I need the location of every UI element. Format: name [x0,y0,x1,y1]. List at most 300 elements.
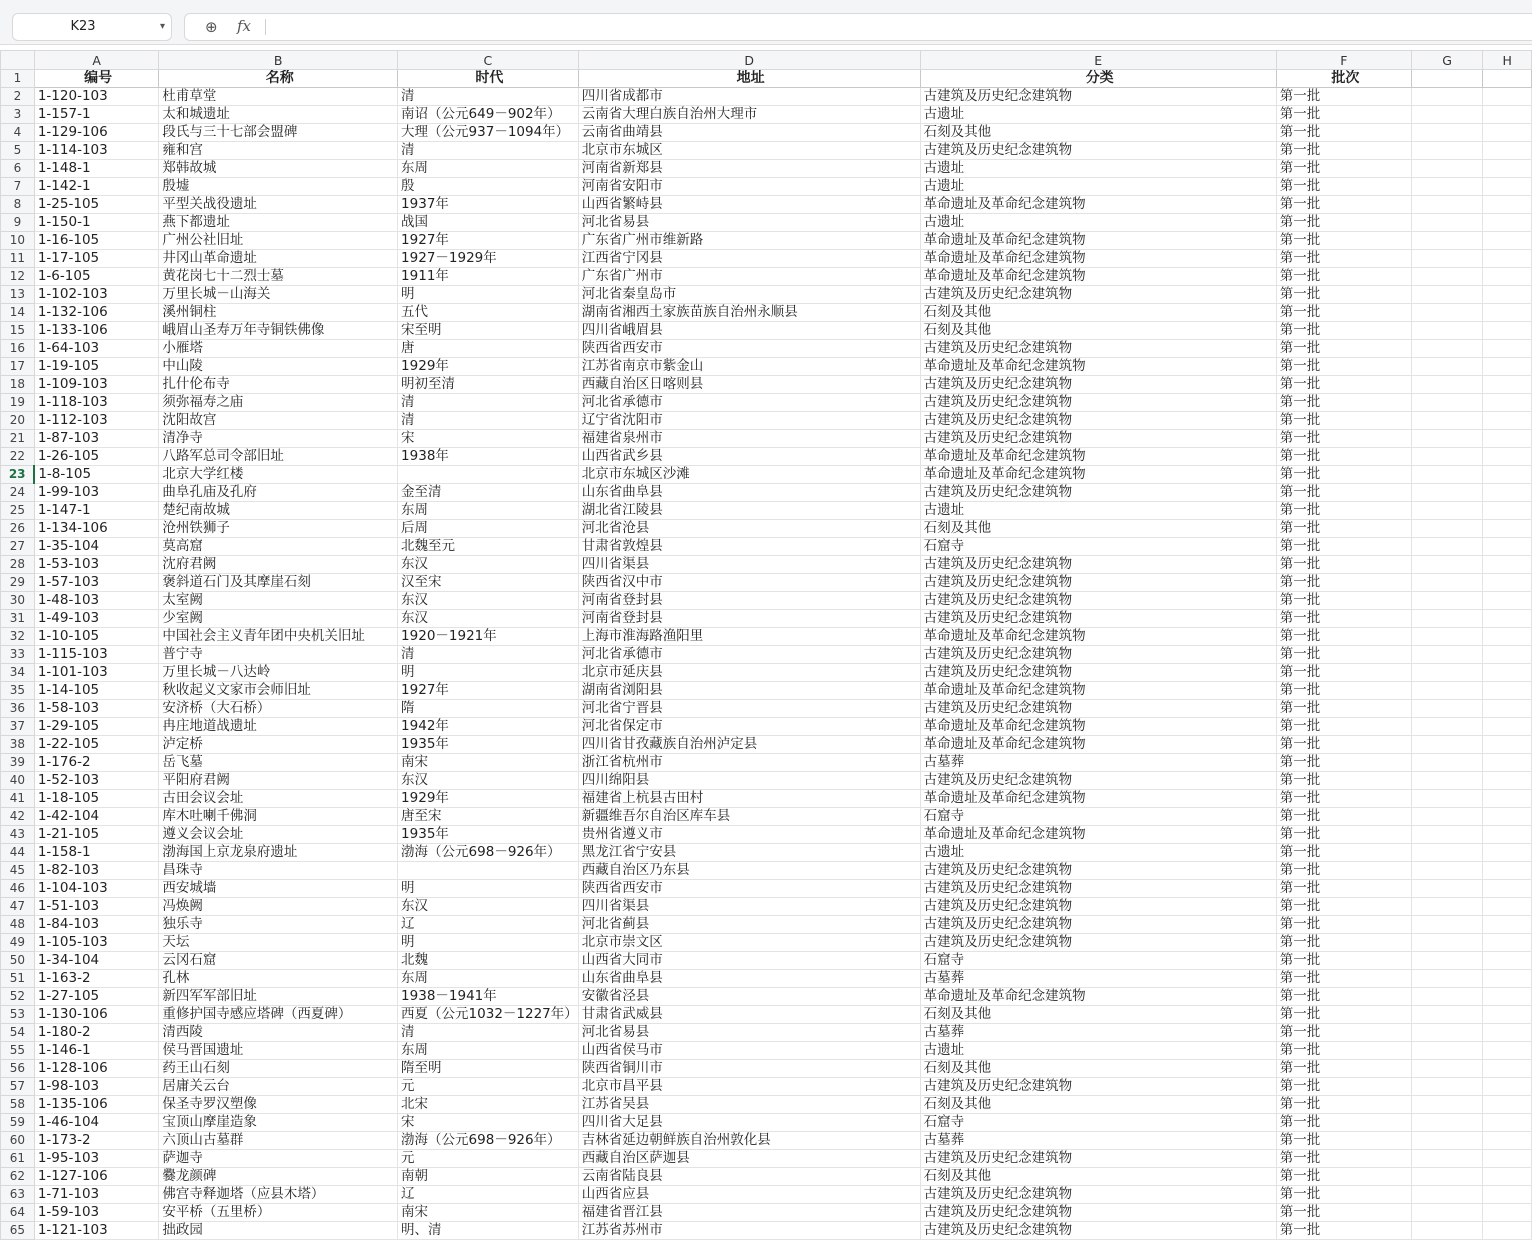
cell[interactable]: 1-10-105 [34,628,159,646]
cell[interactable]: 第一批 [1276,106,1411,124]
select-all-corner[interactable] [1,51,35,70]
cell[interactable]: 峨眉山圣寿万年寺铜铁佛像 [159,322,398,340]
cell[interactable]: 第一批 [1276,1096,1411,1114]
cell[interactable] [398,862,579,880]
cell[interactable]: 爨龙颜碑 [159,1168,398,1186]
cell[interactable] [1411,520,1482,538]
cell[interactable]: 第一批 [1276,232,1411,250]
cell[interactable]: 1938年 [398,448,579,466]
cell[interactable]: 楚纪南故城 [159,502,398,520]
cell[interactable]: 古建筑及历史纪念建筑物 [920,664,1276,682]
cell[interactable]: 名称 [159,70,398,88]
cell[interactable]: 古墓葬 [920,1024,1276,1042]
cell[interactable]: 渤海（公元698－926年） [398,1132,579,1150]
cell[interactable]: 河北省宁晋县 [578,700,920,718]
cell[interactable]: 清 [398,1024,579,1042]
cell[interactable]: 1-58-103 [34,700,159,718]
row-header[interactable]: 24 [1,484,35,502]
formula-input[interactable] [275,14,1532,40]
cell[interactable]: 金至清 [398,484,579,502]
cell[interactable] [1483,430,1532,448]
cell[interactable] [1411,88,1482,106]
column-header-g[interactable]: G [1411,51,1482,70]
cell[interactable]: 1-57-103 [34,574,159,592]
column-header-b[interactable]: B [159,51,398,70]
cell[interactable]: 清 [398,142,579,160]
cell[interactable]: 北京市昌平县 [578,1078,920,1096]
row-header[interactable]: 27 [1,538,35,556]
cell[interactable]: 东周 [398,1042,579,1060]
cell[interactable]: 古建筑及历史纪念建筑物 [920,592,1276,610]
cell[interactable]: 第一批 [1276,1078,1411,1096]
cell[interactable]: 1938－1941年 [398,988,579,1006]
cell[interactable]: 1-46-104 [34,1114,159,1132]
cell[interactable]: 六顶山古墓群 [159,1132,398,1150]
spreadsheet-grid[interactable] [0,50,1532,1240]
cell[interactable]: 古建筑及历史纪念建筑物 [920,1186,1276,1204]
cell[interactable]: 清 [398,412,579,430]
cell[interactable] [1483,934,1532,952]
row-header[interactable]: 34 [1,664,35,682]
cell[interactable]: 石刻及其他 [920,520,1276,538]
cell[interactable]: 1-82-103 [34,862,159,880]
cell[interactable]: 第一批 [1276,952,1411,970]
cell[interactable] [1483,1078,1532,1096]
cell[interactable]: 古建筑及历史纪念建筑物 [920,412,1276,430]
cell[interactable]: 四川省峨眉县 [578,322,920,340]
row-header[interactable]: 33 [1,646,35,664]
cell[interactable]: 中国社会主义青年团中央机关旧址 [159,628,398,646]
zoom-icon[interactable]: ⊕ [205,18,218,36]
cell[interactable]: 清 [398,88,579,106]
cell[interactable]: 石刻及其他 [920,1096,1276,1114]
cell[interactable] [1411,232,1482,250]
cell[interactable]: 第一批 [1276,700,1411,718]
cell[interactable]: 河北省沧县 [578,520,920,538]
cell[interactable]: 山西省繁峙县 [578,196,920,214]
cell[interactable] [1411,556,1482,574]
cell[interactable] [1411,1132,1482,1150]
cell[interactable]: 1-8-105 [34,466,159,484]
cell[interactable]: 1-101-103 [34,664,159,682]
cell[interactable]: 批次 [1276,70,1411,88]
row-header[interactable]: 8 [1,196,35,214]
cell[interactable] [1483,304,1532,322]
cell[interactable] [398,466,579,484]
cell[interactable]: 1-118-103 [34,394,159,412]
cell[interactable]: 普宁寺 [159,646,398,664]
cell[interactable]: 古建筑及历史纪念建筑物 [920,340,1276,358]
cell[interactable]: 第一批 [1276,610,1411,628]
cell[interactable]: 1911年 [398,268,579,286]
cell[interactable]: 石窟寺 [920,952,1276,970]
cell[interactable]: 第一批 [1276,916,1411,934]
cell[interactable] [1411,736,1482,754]
cell[interactable]: 1-34-104 [34,952,159,970]
cell[interactable] [1483,1042,1532,1060]
cell[interactable]: 北京市延庆县 [578,664,920,682]
cell[interactable] [1483,826,1532,844]
cell[interactable] [1483,628,1532,646]
cell[interactable] [1483,124,1532,142]
cell[interactable]: 古遗址 [920,502,1276,520]
cell[interactable]: 1927－1929年 [398,250,579,268]
cell[interactable]: 1-129-106 [34,124,159,142]
cell[interactable]: 四川省大足县 [578,1114,920,1132]
cell[interactable]: 革命遗址及革命纪念建筑物 [920,826,1276,844]
row-header[interactable]: 46 [1,880,35,898]
cell[interactable]: 1-27-105 [34,988,159,1006]
cell[interactable]: 天坛 [159,934,398,952]
cell[interactable] [1483,808,1532,826]
cell[interactable]: 福建省上杭县古田村 [578,790,920,808]
cell[interactable]: 1-148-1 [34,160,159,178]
cell[interactable]: 时代 [398,70,579,88]
cell[interactable] [1483,988,1532,1006]
cell[interactable]: 1-180-2 [34,1024,159,1042]
row-header[interactable]: 21 [1,430,35,448]
row-header[interactable]: 9 [1,214,35,232]
cell[interactable] [1411,1150,1482,1168]
cell[interactable]: 1937年 [398,196,579,214]
cell[interactable]: 浙江省杭州市 [578,754,920,772]
cell[interactable]: 1-87-103 [34,430,159,448]
cell[interactable]: 古建筑及历史纪念建筑物 [920,574,1276,592]
cell[interactable]: 1-115-103 [34,646,159,664]
cell[interactable] [1483,1096,1532,1114]
cell[interactable]: 殷墟 [159,178,398,196]
cell[interactable]: 1-128-106 [34,1060,159,1078]
cell[interactable]: 太室阙 [159,592,398,610]
cell[interactable]: 江苏省南京市紫金山 [578,358,920,376]
cell[interactable]: 四川省渠县 [578,556,920,574]
cell[interactable]: 第一批 [1276,160,1411,178]
cell[interactable]: 五代 [398,304,579,322]
cell[interactable]: 1-133-106 [34,322,159,340]
cell[interactable]: 1-142-1 [34,178,159,196]
cell[interactable]: 1-17-105 [34,250,159,268]
cell[interactable]: 古建筑及历史纪念建筑物 [920,556,1276,574]
cell[interactable]: 福建省晋江县 [578,1204,920,1222]
cell[interactable] [1483,1024,1532,1042]
cell[interactable]: 古建筑及历史纪念建筑物 [920,916,1276,934]
cell[interactable] [1411,718,1482,736]
cell[interactable]: 第一批 [1276,124,1411,142]
row-header[interactable]: 14 [1,304,35,322]
cell[interactable] [1411,1006,1482,1024]
cell[interactable]: 古建筑及历史纪念建筑物 [920,934,1276,952]
cell[interactable]: 清净寺 [159,430,398,448]
cell[interactable]: 分类 [920,70,1276,88]
cell[interactable] [1411,844,1482,862]
cell[interactable]: 须弥福寿之庙 [159,394,398,412]
cell[interactable] [1411,124,1482,142]
row-header[interactable]: 28 [1,556,35,574]
column-header-f[interactable]: F [1276,51,1411,70]
cell[interactable]: 第一批 [1276,1222,1411,1240]
cell[interactable]: 东汉 [398,898,579,916]
cell[interactable]: 石刻及其他 [920,1060,1276,1078]
cell[interactable]: 云南省陆良县 [578,1168,920,1186]
cell[interactable] [1483,574,1532,592]
cell[interactable]: 东汉 [398,592,579,610]
cell[interactable]: 河南省新郑县 [578,160,920,178]
cell[interactable]: 1927年 [398,232,579,250]
cell[interactable]: 安济桥（大石桥） [159,700,398,718]
row-header[interactable]: 10 [1,232,35,250]
cell[interactable]: 河北省保定市 [578,718,920,736]
cell[interactable]: 第一批 [1276,736,1411,754]
cell[interactable]: 1935年 [398,826,579,844]
row-header[interactable]: 52 [1,988,35,1006]
cell[interactable] [1411,988,1482,1006]
cell[interactable]: 太和城遗址 [159,106,398,124]
row-header[interactable]: 13 [1,286,35,304]
cell[interactable]: 褒斜道石门及其摩崖石刻 [159,574,398,592]
cell[interactable] [1483,142,1532,160]
cell[interactable] [1411,898,1482,916]
cell[interactable]: 殷 [398,178,579,196]
cell[interactable]: 河北省易县 [578,1024,920,1042]
cell[interactable]: 吉林省延边朝鲜族自治州敦化县 [578,1132,920,1150]
cell[interactable]: 扎什伦布寺 [159,376,398,394]
cell[interactable]: 第一批 [1276,790,1411,808]
cell[interactable] [1483,358,1532,376]
cell[interactable] [1483,1114,1532,1132]
cell[interactable] [1483,448,1532,466]
row-header[interactable]: 19 [1,394,35,412]
cell[interactable] [1483,790,1532,808]
cell[interactable]: 明 [398,880,579,898]
cell[interactable]: 拙政园 [159,1222,398,1240]
cell[interactable]: 南宋 [398,754,579,772]
cell[interactable]: 明 [398,934,579,952]
cell[interactable]: 西藏自治区日喀则县 [578,376,920,394]
cell[interactable] [1483,484,1532,502]
column-header-h[interactable]: H [1483,51,1532,70]
cell[interactable]: 古建筑及历史纪念建筑物 [920,1222,1276,1240]
row-header[interactable]: 7 [1,178,35,196]
cell[interactable]: 山西省侯马市 [578,1042,920,1060]
cell[interactable]: 古建筑及历史纪念建筑物 [920,286,1276,304]
cell[interactable]: 1-18-105 [34,790,159,808]
cell[interactable]: 第一批 [1276,538,1411,556]
row-header[interactable]: 11 [1,250,35,268]
cell[interactable]: 古遗址 [920,178,1276,196]
cell[interactable]: 安徽省泾县 [578,988,920,1006]
cell[interactable]: 南诏（公元649－902年） [398,106,579,124]
cell[interactable] [1411,1186,1482,1204]
row-header[interactable]: 48 [1,916,35,934]
cell[interactable]: 革命遗址及革命纪念建筑物 [920,232,1276,250]
cell[interactable]: 云南省曲靖县 [578,124,920,142]
cell[interactable]: 北京市崇文区 [578,934,920,952]
cell[interactable] [1483,160,1532,178]
cell[interactable] [1483,1060,1532,1078]
cell[interactable] [1411,592,1482,610]
cell[interactable]: 1-6-105 [34,268,159,286]
cell[interactable] [1483,1150,1532,1168]
cell[interactable]: 1-121-103 [34,1222,159,1240]
cell[interactable]: 清西陵 [159,1024,398,1042]
row-header[interactable]: 58 [1,1096,35,1114]
row-header[interactable]: 18 [1,376,35,394]
row-header[interactable]: 60 [1,1132,35,1150]
cell[interactable] [1411,160,1482,178]
cell[interactable]: 革命遗址及革命纪念建筑物 [920,196,1276,214]
cell[interactable]: 湖南省浏阳县 [578,682,920,700]
cell[interactable]: 云冈石窟 [159,952,398,970]
cell[interactable] [1411,70,1482,88]
cell[interactable]: 汉至宋 [398,574,579,592]
cell[interactable]: 石窟寺 [920,1114,1276,1132]
cell[interactable]: 古建筑及历史纪念建筑物 [920,88,1276,106]
cell[interactable]: 冉庄地道战遗址 [159,718,398,736]
cell[interactable]: 第一批 [1276,628,1411,646]
cell[interactable]: 1935年 [398,736,579,754]
cell[interactable]: 甘肃省敦煌县 [578,538,920,556]
cell[interactable] [1483,466,1532,484]
cell[interactable]: 1-146-1 [34,1042,159,1060]
cell[interactable]: 沈阳故宫 [159,412,398,430]
cell[interactable]: 山东省曲阜县 [578,970,920,988]
cell[interactable]: 遵义会议会址 [159,826,398,844]
cell[interactable] [1483,610,1532,628]
cell[interactable]: 第一批 [1276,988,1411,1006]
cell[interactable]: 1-84-103 [34,916,159,934]
cell[interactable]: 第一批 [1276,1132,1411,1150]
cell[interactable]: 1-64-103 [34,340,159,358]
cell[interactable] [1411,664,1482,682]
cell[interactable]: 第一批 [1276,862,1411,880]
cell[interactable]: 古建筑及历史纪念建筑物 [920,1150,1276,1168]
cell[interactable]: 云南省大理白族自治州大理市 [578,106,920,124]
cell[interactable]: 北京市东城区沙滩 [578,466,920,484]
cell[interactable] [1483,736,1532,754]
cell[interactable]: 宋 [398,430,579,448]
cell[interactable] [1411,358,1482,376]
cell[interactable]: 唐至宋 [398,808,579,826]
cell[interactable] [1411,448,1482,466]
cell[interactable] [1411,322,1482,340]
cell[interactable]: 安平桥（五里桥） [159,1204,398,1222]
row-header[interactable]: 44 [1,844,35,862]
cell[interactable]: 河北省蓟县 [578,916,920,934]
cell[interactable]: 隋至明 [398,1060,579,1078]
cell[interactable]: 第一批 [1276,1114,1411,1132]
cell[interactable]: 山西省应县 [578,1186,920,1204]
cell[interactable] [1411,754,1482,772]
cell[interactable]: 第一批 [1276,304,1411,322]
cell[interactable] [1411,142,1482,160]
cell[interactable]: 1-35-104 [34,538,159,556]
cell[interactable]: 宝顶山摩崖造象 [159,1114,398,1132]
cell[interactable]: 战国 [398,214,579,232]
cell[interactable]: 第一批 [1276,520,1411,538]
cell[interactable]: 革命遗址及革命纪念建筑物 [920,718,1276,736]
cell[interactable]: 重修护国寺感应塔碑（西夏碑） [159,1006,398,1024]
chevron-down-icon[interactable]: ▾ [159,21,165,32]
cell[interactable]: 秋收起义文家市会师旧址 [159,682,398,700]
cell[interactable]: 第一批 [1276,826,1411,844]
cell[interactable]: 革命遗址及革命纪念建筑物 [920,682,1276,700]
cell[interactable]: 石刻及其他 [920,1006,1276,1024]
cell[interactable]: 莫高窟 [159,538,398,556]
cell[interactable]: 古建筑及历史纪念建筑物 [920,484,1276,502]
cell[interactable]: 江苏省吴县 [578,1096,920,1114]
cell[interactable]: 元 [398,1150,579,1168]
cell[interactable]: 古墓葬 [920,754,1276,772]
cell[interactable]: 第一批 [1276,880,1411,898]
cell[interactable]: 革命遗址及革命纪念建筑物 [920,466,1276,484]
cell[interactable]: 古建筑及历史纪念建筑物 [920,1078,1276,1096]
cell[interactable]: 1-147-1 [34,502,159,520]
cell[interactable] [1411,826,1482,844]
row-header[interactable]: 35 [1,682,35,700]
cell[interactable] [1411,1024,1482,1042]
column-header-d[interactable]: D [578,51,920,70]
cell[interactable] [1483,916,1532,934]
cell[interactable]: 第一批 [1276,772,1411,790]
cell[interactable]: 黄花岗七十二烈士墓 [159,268,398,286]
cell[interactable]: 编号 [34,70,159,88]
cell[interactable] [1483,178,1532,196]
cell[interactable]: 地址 [578,70,920,88]
cell[interactable]: 泸定桥 [159,736,398,754]
cell[interactable]: 辽 [398,1186,579,1204]
cell[interactable]: 后周 [398,520,579,538]
cell[interactable]: 1-22-105 [34,736,159,754]
cell[interactable]: 山西省大同市 [578,952,920,970]
cell[interactable] [1411,880,1482,898]
cell[interactable] [1411,430,1482,448]
row-header[interactable]: 15 [1,322,35,340]
cell[interactable]: 1-26-105 [34,448,159,466]
cell[interactable]: 第一批 [1276,844,1411,862]
cell[interactable] [1411,304,1482,322]
cell[interactable] [1483,1204,1532,1222]
cell[interactable]: 1-134-106 [34,520,159,538]
cell[interactable]: 第一批 [1276,448,1411,466]
cell[interactable]: 革命遗址及革命纪念建筑物 [920,988,1276,1006]
cell[interactable] [1483,232,1532,250]
cell[interactable] [1483,1006,1532,1024]
cell[interactable]: 药王山石刻 [159,1060,398,1078]
cell[interactable]: 溪州铜柱 [159,304,398,322]
cell[interactable]: 1-132-106 [34,304,159,322]
row-header[interactable]: 41 [1,790,35,808]
cell[interactable]: 江苏省苏州市 [578,1222,920,1240]
cell[interactable]: 第一批 [1276,934,1411,952]
cell[interactable]: 第一批 [1276,1168,1411,1186]
cell[interactable]: 1-53-103 [34,556,159,574]
cell[interactable]: 1-98-103 [34,1078,159,1096]
cell[interactable]: 四川省甘孜藏族自治州泸定县 [578,736,920,754]
cell[interactable]: 东汉 [398,772,579,790]
cell[interactable]: 上海市淮海路渔阳里 [578,628,920,646]
cell[interactable] [1411,1096,1482,1114]
cell[interactable] [1483,412,1532,430]
cell[interactable]: 第一批 [1276,556,1411,574]
formula-input-area[interactable] [184,13,1532,41]
cell[interactable] [1411,1060,1482,1078]
cell[interactable] [1411,484,1482,502]
cell[interactable]: 1-42-104 [34,808,159,826]
cell[interactable]: 1-16-105 [34,232,159,250]
cell[interactable]: 1-120-103 [34,88,159,106]
cell[interactable]: 第一批 [1276,502,1411,520]
cell[interactable]: 东汉 [398,610,579,628]
